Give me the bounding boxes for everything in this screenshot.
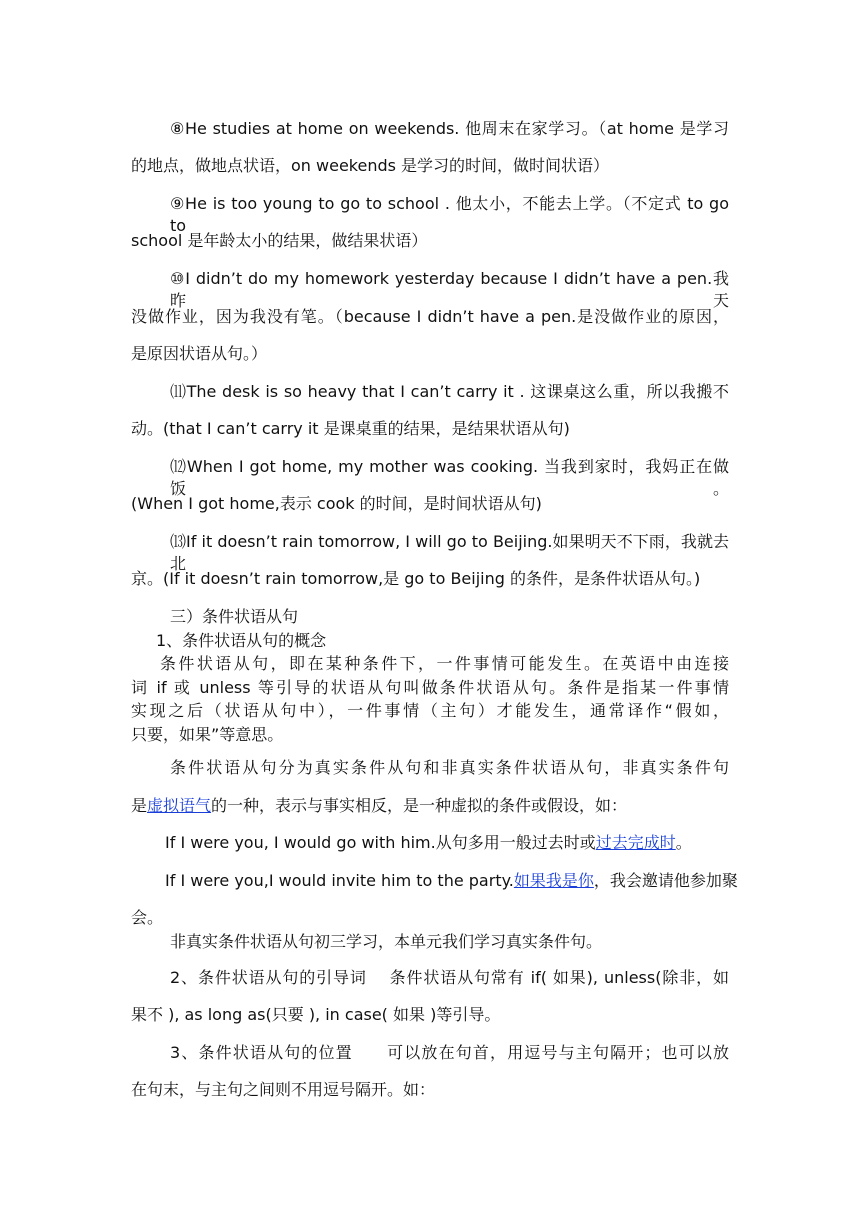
section-3-sub-1: 1、条件状语从句的概念 — [156, 631, 327, 650]
subjunctive-example-1-post: 。 — [675, 833, 692, 852]
past-perfect-link[interactable]: 过去完成时 — [595, 833, 676, 852]
example-12-line-1: ⑿When I got home, my mother was cooking. 当我到家时，我妈正在做饭。 — [170, 457, 729, 498]
subjunctive-mood-link[interactable]: 虚拟语气 — [147, 796, 212, 815]
subjunctive-example-2-post: ，我会邀请他参加聚 — [593, 871, 738, 890]
types-line-1: 条件状语从句分为真实条件从句和非真实条件状语从句，非真实条件句 — [170, 758, 729, 777]
sub-3-line-2: 在句末，与主句之间则不用逗号隔开。如： — [131, 1080, 436, 1099]
definition-line-2: 词 if 或 unless 等引导的状语从句叫做条件状语从句。条件是指某一件事情 — [131, 678, 729, 697]
example-13-line-2: 京。(If it doesn’t rain tomorrow,是 go to Beijing 的条件，是条件状语从句。) — [131, 569, 701, 588]
definition-line-4: 只要，如果”等意思。 — [131, 725, 284, 744]
subjunctive-example-2 — [0, 870, 860, 892]
example-9-line-2: school 是年龄太小的结果，做结果状语） — [131, 231, 428, 250]
types-line-2-post: 的一种，表示与事实相反，是一种虚拟的条件或假设，如： — [211, 796, 628, 815]
example-11-line-1: ⑾The desk is so heavy that I can’t carry it . 这课桌这么重，所以我搬不 — [170, 382, 729, 401]
example-10-line-1: ⑩I didn’t do my homework yesterday because I didn’t have a pen.我昨天 — [170, 269, 729, 310]
types-line-2 — [0, 795, 860, 817]
subjunctive-example-2-line-2: 会。 — [131, 908, 164, 927]
example-10-line-3: 是原因状语从句。） — [131, 344, 268, 363]
definition-line-1: 条件状语从句，即在某种条件下，一件事情可能发生。在英语中由连接 — [160, 654, 729, 673]
example-9-line-1: ⑨He is too young to go to school . 他太小，不能去上学。（不定式 to go to — [170, 194, 729, 235]
example-13-line-1: ⒀If it doesn’t rain tomorrow, I will go to Beijing.如果明天不下雨，我就去北 — [170, 532, 729, 573]
example-10-line-2: 没做作业，因为我没有笔。（because I didn’t have a pen.是没做作业的原因， — [131, 307, 729, 326]
sub-2-line-1: 2、条件状语从句的引导词 条件状语从句常有 if( 如果), unless(除非，如 — [170, 968, 729, 987]
definition-line-3: 实现之后（状语从句中），一件事情（主句）才能发生，通常译作“假如， — [131, 701, 729, 720]
types-line-2-pre: 是 — [131, 796, 148, 815]
if-i-were-you-link[interactable]: 如果我是你 — [513, 871, 594, 890]
sub-2-line-2: 果不 ), as long as(只要 ), in case( 如果 )等引导。 — [131, 1005, 501, 1024]
subjunctive-example-2-pre: If I were you,I would invite him to the party. — [165, 871, 514, 890]
subjunctive-example-1 — [0, 832, 860, 854]
example-12-line-2: (When I got home,表示 cook 的时间，是时间状语从句) — [131, 494, 542, 513]
example-8-line-2: 的地点，做地点状语，on weekends 是学习的时间，做时间状语） — [131, 156, 610, 175]
note-line: 非真实条件状语从句初三学习，本单元我们学习真实条件句。 — [170, 932, 603, 951]
section-3-heading: 三）条件状语从句 — [170, 607, 299, 626]
example-11-line-2: 动。(that I can’t carry it 是课桌重的结果，是结果状语从句) — [131, 419, 570, 438]
example-8-line-1: ⑧He studies at home on weekends. 他周末在家学习。（at home 是学习 — [170, 119, 729, 138]
sub-3-line-1: 3、条件状语从句的位置 可以放在句首，用逗号与主句隔开；也可以放 — [170, 1043, 729, 1062]
subjunctive-example-1-pre: If I were you, I would go with him.从句多用一般过去时或 — [165, 833, 596, 852]
